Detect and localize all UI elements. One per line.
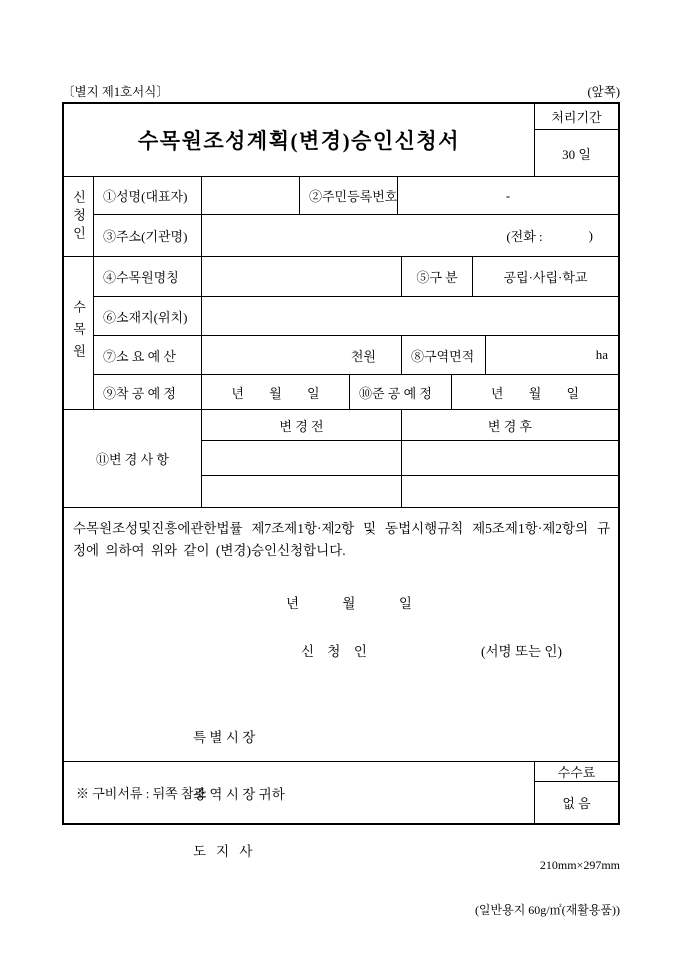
arboretum-name-field[interactable] xyxy=(202,257,402,297)
completion-date-field[interactable]: 년 월 일 xyxy=(452,375,618,410)
application-form-table xyxy=(62,102,620,859)
area-field[interactable]: ha xyxy=(486,336,618,375)
start-date-label: ⑨착 공 예 정 xyxy=(94,375,202,410)
front-side-note: (앞쪽) xyxy=(587,85,620,99)
processing-period-value: 30 일 xyxy=(535,130,618,177)
category-options[interactable]: 공립·사립·학교 xyxy=(473,257,618,297)
location-label: ⑥소재지(위치) xyxy=(94,297,202,336)
resident-number-field[interactable]: - xyxy=(398,177,618,215)
paper-size-note xyxy=(475,828,620,948)
arboretum-group-text: 수목원 xyxy=(71,300,86,366)
form-reference-note: 〔별지 제1호서식〕 xyxy=(62,85,169,99)
location-field[interactable] xyxy=(202,297,618,336)
fee-value: 없 음 xyxy=(562,796,591,811)
declaration-applicant-label: 신 청 인 xyxy=(301,644,367,659)
signature-note: (서명 또는 인) xyxy=(481,644,562,659)
fee-label: 수수료 xyxy=(535,762,618,782)
name-input-field[interactable] xyxy=(202,177,300,215)
address-input-field[interactable] xyxy=(202,215,618,257)
budget-field[interactable]: 천원 xyxy=(202,336,402,375)
budget-label: ⑦소 요 예 산 xyxy=(94,336,202,375)
category-label: ⑤구 분 xyxy=(402,257,473,297)
phone-label: (전화 : ) xyxy=(506,227,593,244)
address-label: ③주소(기관명) xyxy=(94,215,202,257)
arboretum-name-label: ④수목원명칭 xyxy=(94,257,202,297)
form-title: 수목원조성계획(변경)승인신청서 xyxy=(64,104,535,177)
before-change-field-2[interactable] xyxy=(202,476,402,508)
start-date-field[interactable]: 년 월 일 xyxy=(202,375,350,410)
paper-dimensions: 210mm×297mm xyxy=(539,858,620,872)
after-change-header: 변 경 후 xyxy=(402,410,618,441)
before-change-field-1[interactable] xyxy=(202,441,402,476)
name-label: ①성명(대표자) xyxy=(94,177,202,215)
after-change-field-2[interactable] xyxy=(402,476,618,508)
applicant-group-label xyxy=(64,177,94,257)
paper-type: (일반용지 60g/㎡(재활용품)) xyxy=(474,903,620,917)
applicant-group-text: 신청인 xyxy=(71,189,86,244)
recipient-line-2: 광 역 시 장 귀하 xyxy=(193,787,285,802)
recipient-line-1: 특 별 시 장 xyxy=(193,730,256,745)
after-change-field-1[interactable] xyxy=(402,441,618,476)
recipient-line-3: 도 지 사 xyxy=(193,844,253,859)
completion-date-label: ⑩준 공 예 정 xyxy=(350,375,452,410)
declaration-date-line[interactable]: 년 월 일 xyxy=(286,596,412,611)
resident-number-label: ②주민등록번호 xyxy=(300,177,398,215)
before-change-header: 변 경 전 xyxy=(202,410,402,441)
area-label: ⑧구역면적 xyxy=(402,336,486,375)
processing-period-label: 처리기간 xyxy=(535,104,618,130)
declaration-text: 수목원조성및진흥에관한법률 제7조제1항·제2항 및 동법시행규칙 제5조제1항·제2항의 규정에 의하여 위와 같이 (변경)승인신청합니다. xyxy=(73,521,610,558)
arboretum-group-label xyxy=(64,257,94,410)
changes-label: ⑪변 경 사 항 xyxy=(64,410,202,508)
required-documents-note: ※ 구비서류 : 뒤쪽 참조 xyxy=(64,762,535,823)
